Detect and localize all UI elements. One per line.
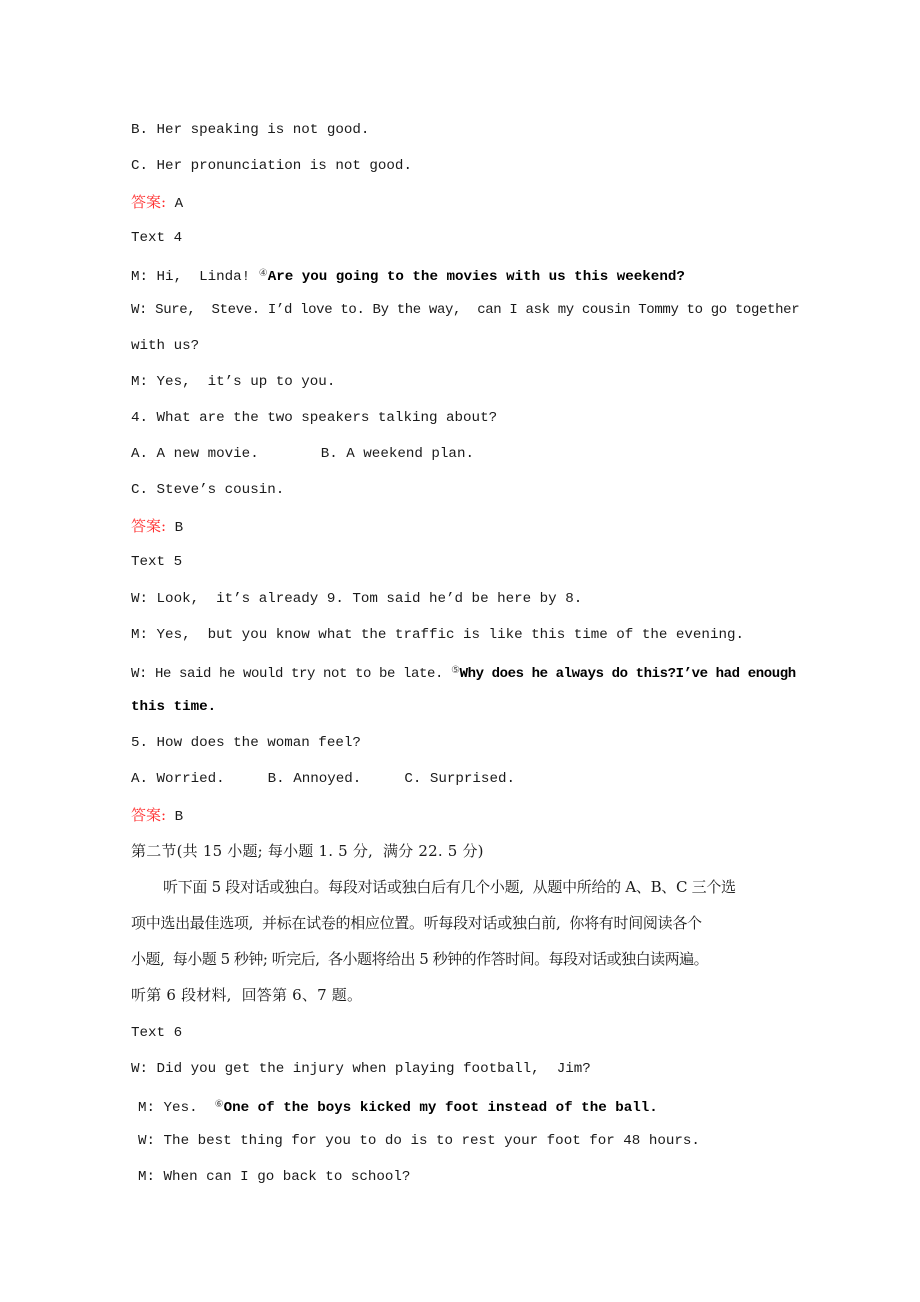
instruction-line bbox=[131, 913, 702, 933]
instruction-text: 听第 6 段材料, 回答第 6、7 题。 bbox=[131, 986, 363, 1004]
dialogue-text: W: Sure, Steve. I’d love to. By the way, can I ask my cousin Tommy to go together bbox=[131, 302, 800, 318]
dialogue-text: W: Look, it’s already 9. Tom said he’d be here by 8. bbox=[131, 591, 583, 607]
dialogue-text: with us? bbox=[131, 338, 200, 354]
key-sentence: One of the boys kicked my foot instead of the ball. bbox=[223, 1100, 658, 1116]
dialogue-line bbox=[131, 661, 796, 684]
dialogue-text: M: Yes, it’s up to you. bbox=[131, 374, 336, 390]
section-heading-text: 第二节(共 15 小题; 每小题 1. 5 分, 满分 22. 5 分) bbox=[131, 842, 484, 860]
dialogue-line bbox=[131, 625, 744, 645]
answer-value: B bbox=[166, 520, 184, 536]
answer-line bbox=[131, 805, 183, 827]
option-c bbox=[131, 156, 412, 176]
key-sentence: Why does he always do this?I’ve had enough bbox=[459, 666, 796, 682]
instruction-line bbox=[131, 949, 708, 969]
option-c: C. Surprised. bbox=[404, 771, 515, 787]
instruction-text: 项中选出最佳选项, 并标在试卷的相应位置。听每段对话或独白前, 你将有时间阅读各个 bbox=[131, 914, 702, 932]
dialogue-text: W: Did you get the injury when playing football, Jim? bbox=[131, 1061, 591, 1077]
dialogue-line bbox=[138, 1131, 700, 1151]
dialogue-line bbox=[131, 372, 335, 392]
options-row bbox=[131, 480, 284, 500]
dialogue-text: W: He said he would try not to be late. bbox=[131, 666, 452, 682]
option-b bbox=[131, 120, 369, 140]
instruction-line bbox=[131, 985, 362, 1005]
instruction-line bbox=[163, 877, 736, 897]
dialogue-line bbox=[131, 264, 685, 287]
heading-text: Text 6 bbox=[131, 1025, 183, 1041]
text-heading bbox=[131, 552, 182, 572]
question bbox=[131, 733, 361, 753]
option-a: A. A new movie. bbox=[131, 446, 259, 462]
instruction-text: 听下面 5 段对话或独白。每段对话或独白后有几个小题, 从题中所给的 A、B、C 三个选 bbox=[163, 878, 736, 896]
question-text: 5. How does the woman feel? bbox=[131, 735, 361, 751]
section-heading bbox=[131, 841, 484, 861]
dialogue-line bbox=[138, 1095, 658, 1118]
dialogue-line bbox=[131, 697, 216, 717]
heading-text: Text 4 bbox=[131, 230, 183, 246]
option-b: B. Annoyed. bbox=[267, 771, 362, 787]
options-row bbox=[131, 769, 515, 789]
option-a: A. Worried. bbox=[131, 771, 225, 787]
answer-line bbox=[131, 192, 183, 214]
option-text: B. Her speaking is not good. bbox=[131, 122, 370, 138]
dialogue-text: M: When can I go back to school? bbox=[138, 1169, 411, 1185]
circled-number-marker: ④ bbox=[258, 268, 268, 279]
answer-line bbox=[131, 516, 183, 538]
answer-label: 答案: bbox=[131, 806, 167, 824]
dialogue-text: M: Yes, but you know what the traffic is like this time of the evening. bbox=[131, 627, 744, 643]
text-heading bbox=[131, 228, 182, 248]
options-row bbox=[131, 444, 474, 464]
dialogue-line bbox=[131, 336, 199, 356]
dialogue-text: M: Yes. bbox=[138, 1100, 215, 1116]
key-sentence: this time. bbox=[131, 699, 217, 715]
text-heading bbox=[131, 1023, 182, 1043]
heading-text: Text 5 bbox=[131, 554, 183, 570]
dialogue-text: M: Hi, Linda! bbox=[131, 269, 259, 285]
option-text: C. Her pronunciation is not good. bbox=[131, 158, 412, 174]
question-text: 4. What are the two speakers talking about? bbox=[131, 410, 498, 426]
question bbox=[131, 408, 497, 428]
answer-value: A bbox=[166, 196, 184, 212]
key-sentence: Are you going to the movies with us this weekend? bbox=[267, 269, 685, 285]
answer-label: 答案: bbox=[131, 517, 167, 535]
dialogue-line bbox=[131, 589, 582, 609]
option-c: C. Steve’s cousin. bbox=[131, 482, 285, 498]
dialogue-line bbox=[138, 1167, 410, 1187]
answer-value: B bbox=[166, 809, 184, 825]
dialogue-line bbox=[131, 300, 799, 320]
dialogue-text: W: The best thing for you to do is to rest your foot for 48 hours. bbox=[138, 1133, 700, 1149]
instruction-text: 小题, 每小题 5 秒钟; 听完后, 各小题将给出 5 秒钟的作答时间。每段对话或独白读两遍。 bbox=[131, 950, 709, 968]
option-b: B. A weekend plan. bbox=[320, 446, 474, 462]
dialogue-line bbox=[131, 1059, 591, 1079]
circled-number-marker: ⑤ bbox=[451, 665, 460, 676]
answer-label: 答案: bbox=[131, 193, 167, 211]
circled-number-marker: ⑥ bbox=[214, 1099, 224, 1110]
